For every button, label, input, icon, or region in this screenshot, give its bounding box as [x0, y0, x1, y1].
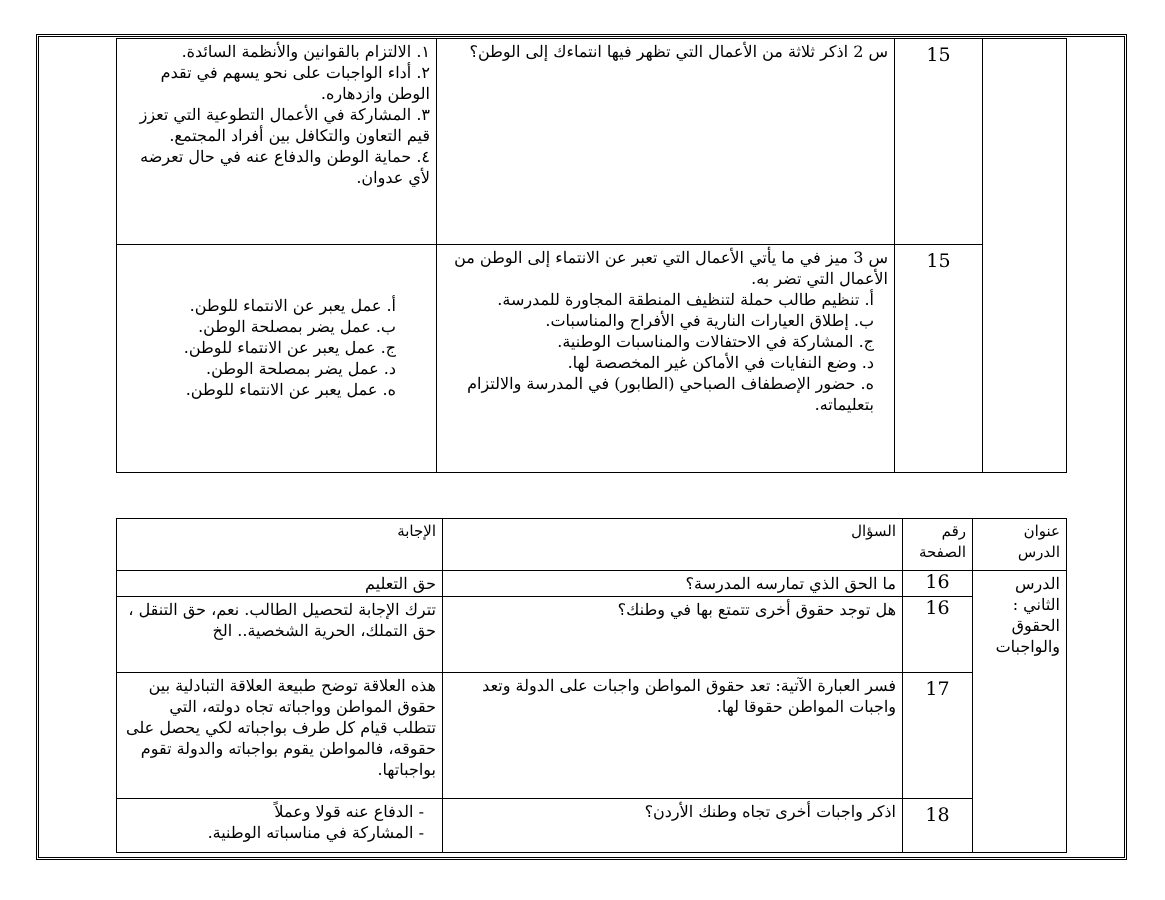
- header-page: رقم الصفحة: [903, 519, 973, 571]
- question-cell: [437, 245, 895, 473]
- header-answer: الإجابة: [117, 519, 443, 571]
- table-questions-2: [116, 518, 1067, 853]
- page-number: 15: [895, 245, 983, 473]
- table-questions-1: [116, 38, 1067, 473]
- header-question: السؤال: [443, 519, 903, 571]
- answer-line: ج. عمل يعبر عن الانتماء للوطن.: [183, 338, 396, 357]
- table-row: [117, 39, 1067, 245]
- question-cell: فسر العبارة الآتية: تعد حقوق المواطن واجبات على الدولة وتعد واجبات المواطن حقوقا لها.: [443, 673, 903, 799]
- answer-cell: هذه العلاقة توضح طبيعة العلاقة التبادلية بين حقوق المواطن وواجباته تجاه دولته، التي تتطلب قيام كل طرف بواجباته لكي يحصل على حقوقه، فالمواطن يقوم بواجباته والدولة تقوم بواجباتها.: [117, 673, 443, 799]
- answer-line: ١. الالتزام بالقوانين والأنظمة السائدة.: [181, 42, 430, 61]
- table-row: [117, 245, 1067, 473]
- answer-line: ب. عمل يضر بمصلحة الوطن.: [198, 317, 396, 336]
- answer-cell: حق التعليم: [117, 571, 443, 597]
- list-item: - الدفاع عنه قولا وعملاً: [274, 802, 424, 821]
- list-item: ه. حضور الإصطفاف الصباحي (الطابور) في المدرسة والالتزام بتعليماته.: [467, 374, 874, 414]
- list-item: د. وضع النفايات في الأماكن غير المخصصة لها.: [567, 353, 874, 372]
- answer-line: الدفاع عنه قولا وعملاً: [274, 802, 414, 821]
- header-lesson: عنوان الدرس: [973, 519, 1067, 571]
- table-row: [117, 597, 1067, 673]
- page-number: 18: [903, 799, 973, 853]
- answer-cell: [117, 245, 437, 473]
- table-row: [117, 571, 1067, 597]
- answer-cell: تترك الإجابة لتحصيل الطالب. نعم، حق التنقل ، حق التملك، الحرية الشخصية.. الخ: [117, 597, 443, 673]
- page-number: 16: [903, 571, 973, 597]
- lesson-title: الدرس الثاني : الحقوق والواجبات: [973, 571, 1067, 853]
- page-number: 15: [895, 39, 983, 245]
- page-number: 17: [903, 673, 973, 799]
- table-row: [117, 673, 1067, 799]
- question-cell: هل توجد حقوق أخرى تتمتع بها في وطنك؟: [443, 597, 903, 673]
- list-item: - المشاركة في مناسباته الوطنية.: [207, 823, 424, 842]
- answer-line: ٤. حماية الوطن والدفاع عنه في حال تعرضه لأي عدوان.: [140, 147, 430, 187]
- answer-line: ٢. أداء الواجبات على نحو يسهم في تقدم الوطن وازدهاره.: [160, 63, 430, 103]
- question-cell: س 2 اذكر ثلاثة من الأعمال التي تظهر فيها انتماءك إلى الوطن؟: [437, 39, 895, 245]
- list-item: ب. إطلاق العيارات النارية في الأفراح والمناسبات.: [545, 311, 874, 330]
- answer-cell: [117, 799, 443, 853]
- answer-cell: [117, 39, 437, 245]
- question-cell: ما الحق الذي تمارسه المدرسة؟: [443, 571, 903, 597]
- page-number: 16: [903, 597, 973, 673]
- question-cell: اذكر واجبات أخرى تجاه وطنك الأردن؟: [443, 799, 903, 853]
- list-item: أ. تنظيم طالب حملة لتنظيف المنطقة المجاورة للمدرسة.: [497, 290, 874, 309]
- answer-line: د. عمل يضر بمصلحة الوطن.: [206, 359, 396, 378]
- answer-line: ه. عمل يعبر عن الانتماء للوطن.: [185, 380, 396, 399]
- table-header-row: [117, 519, 1067, 571]
- answer-line: المشاركة في مناسباته الوطنية.: [207, 823, 414, 842]
- list-item: ج. المشاركة في الاحتفالات والمناسبات الوطنية.: [557, 332, 874, 351]
- question-text: س 3 ميز في ما يأتي الأعمال التي تعبر عن الانتماء إلى الوطن من الأعمال التي تضر به.: [454, 248, 888, 288]
- answer-line: أ. عمل يعبر عن الانتماء للوطن.: [189, 296, 396, 315]
- answer-line: ٣. المشاركة في الأعمال التطوعية التي تعزز قيم التعاون والتكافل بين أفراد المجتمع.: [139, 105, 430, 145]
- table-row: [117, 799, 1067, 853]
- lesson-cell: [983, 39, 1067, 473]
